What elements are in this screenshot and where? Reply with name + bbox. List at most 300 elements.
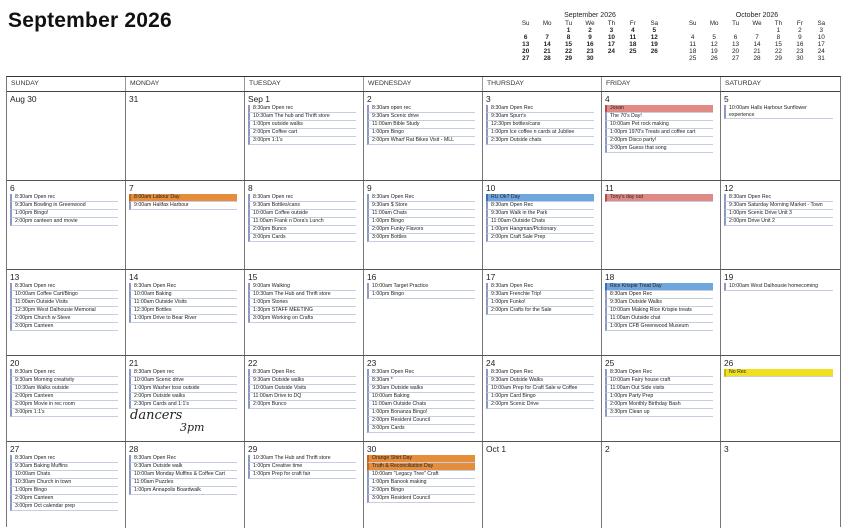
event-item[interactable]: 3:00pm Cards [367,425,475,433]
event-item[interactable]: 10:00am West Dalhousie homecoming [724,283,833,291]
event-item[interactable]: 10:00am Halls Harbour Sunflower experience [724,105,833,119]
mini-calendar-week [682,34,832,41]
mini-date[interactable]: 1 [776,27,781,34]
event-item[interactable]: 9:30am Outside walks [248,377,356,385]
event-item[interactable]: 2:00pm Scenic Drive [486,401,594,409]
mini-date[interactable]: 17 [607,41,615,48]
event-item[interactable]: 11:00am Outside chat [605,315,713,323]
day-number: 31 [129,94,139,104]
event-item[interactable]: 1:00pm Ice coffee n cards at Jubilee [486,129,594,137]
event-item[interactable]: 1:00pm Creative time [248,463,356,471]
mini-weekday: Su [521,20,530,27]
day-cell[interactable] [483,181,602,269]
mini-date[interactable]: 29 [565,55,573,62]
event-item[interactable]: 9:30am Baking Muffins [10,463,118,471]
event-item[interactable]: 9:30am Scenic drive [367,113,475,121]
event-item[interactable]: 2:00pm Movie in rec room [10,401,118,409]
mini-date[interactable]: 14 [753,41,761,48]
day-cell[interactable] [602,181,721,269]
event-item[interactable]: 1:00pm Stories [248,299,356,307]
mini-weekday: Mo [542,20,552,27]
event-item[interactable]: 8:30am Open Rec [248,369,356,377]
mini-date[interactable]: 9 [588,34,592,41]
event-item[interactable]: 11:00am Bible Study [367,121,475,129]
highlight-event[interactable]: No Rec [724,369,833,377]
event-item[interactable]: 8:30am * [367,377,475,385]
event-item[interactable]: 1:00pm Scenic Drive Unit 3 [724,210,833,218]
day-cell[interactable] [483,270,602,355]
mini-weekday: Sa [817,20,826,27]
event-item[interactable]: 8:30am Open Rec [367,194,475,202]
mini-date[interactable]: 22 [774,48,782,55]
event-item[interactable]: 8:30am Open rec [129,369,237,377]
mini-date[interactable]: 25 [629,48,637,55]
event-item[interactable]: 8:30am Open Rec [486,369,594,377]
day-cell[interactable] [7,92,126,180]
mini-date[interactable]: 30 [586,55,594,62]
event-item[interactable]: 1:00pm Prep for craft fair [248,471,356,479]
mini-date[interactable]: 15 [774,41,782,48]
mini-date[interactable] [601,55,622,62]
mini-date[interactable]: 30 [796,55,804,62]
day-number: 21 [129,358,139,368]
event-item[interactable]: 10:30am The hub and Thrift store [248,113,356,121]
day-cell[interactable] [245,356,364,441]
event-item[interactable]: 8:30am Open Rec [605,369,713,377]
event-item[interactable]: 8:30am Open rec [248,105,356,113]
day-cell[interactable] [721,181,840,269]
event-item[interactable]: 1:00pm Washer toss outside [129,385,237,393]
weekday-header: WEDNESDAY [364,77,483,91]
event-item[interactable]: 10:00am Making Rice Krispie treats [605,307,713,315]
event-item[interactable]: 1:00pm outside walks [248,121,356,129]
day-number: 7 [129,183,134,193]
event-item[interactable]: 10:00am Pet rock making [605,121,713,129]
event-item[interactable]: 2:00pm Bunco [248,226,356,234]
event-item[interactable]: 2:00pm Crafts for the Sale [486,307,594,315]
event-item[interactable]: 10:00am Coffee outside [248,210,356,218]
event-item[interactable]: 10:00am Chats [10,471,118,479]
event-item[interactable]: 3:00pm Oct calendar prep [10,503,118,511]
mini-date[interactable]: 29 [774,55,782,62]
mini-weekday: Mo [709,20,719,27]
mini-date[interactable]: 20 [732,48,740,55]
event-item[interactable]: 3:00pm Bottles [367,234,475,242]
day-number: 19 [724,272,734,282]
event-item[interactable]: 9:30am Outside walk [129,463,237,471]
day-cell[interactable] [245,92,364,180]
mini-date[interactable]: 5 [712,34,716,41]
mini-date[interactable]: 16 [796,41,804,48]
mini-calendar-week [515,48,665,55]
day-cell[interactable] [245,442,364,528]
day-cell[interactable] [7,270,126,355]
mini-date[interactable]: 21 [753,48,761,55]
mini-date[interactable]: 19 [710,48,718,55]
event-item[interactable]: 11:00am Chats [367,210,475,218]
mini-date[interactable]: 20 [522,48,530,55]
mini-date[interactable] [536,27,557,34]
mini-date[interactable] [622,55,643,62]
mini-date[interactable]: 2 [798,27,802,34]
event-item[interactable]: 1:00pm Bingo [367,129,475,137]
event-item[interactable]: 1:00pm CFB Greenwood Museum [605,323,713,331]
mini-date[interactable]: 4 [631,27,635,34]
mini-calendar-week [515,55,665,62]
event-item[interactable]: 3:00pm 1:1's [10,409,118,417]
handwritten-time: 3pm [180,421,205,434]
event-item[interactable]: 8:30am Open Rec [724,194,833,202]
mini-date[interactable] [703,27,724,34]
mini-date[interactable]: 12 [710,41,718,48]
event-item[interactable]: 12:30pm West Dalhousie Memorial [10,307,118,315]
event-item[interactable]: 10:00am Monday Muffins & Coffee Cart [129,471,237,479]
event-item[interactable]: 3:00pm Working on Crafts [248,315,356,323]
event-item[interactable]: 11:00am Outside Chats [367,401,475,409]
event-item[interactable]: 2:00pm Craft Sale Prep [486,234,594,242]
day-number: 24 [486,358,496,368]
event-item[interactable]: 1:00pm Funko! [486,299,594,307]
highlight-event[interactable]: 8:00am Labour Day [129,194,237,202]
mini-weekday: We [585,20,595,27]
day-number: 12 [724,183,734,193]
day-cell[interactable] [126,181,245,269]
event-item[interactable]: 10:30am Church in town [10,479,118,487]
day-number: 3 [724,444,729,454]
event-item[interactable]: 10:00am Baking [129,291,237,299]
mini-date[interactable]: 6 [733,34,738,41]
day-cell[interactable] [7,356,126,441]
mini-date[interactable]: 3 [609,27,614,34]
mini-date[interactable]: 24 [607,48,615,55]
event-item[interactable]: 10:00am Outside Visits [248,385,356,393]
day-number: 18 [605,272,615,282]
event-item[interactable]: 1:00pm Bonanza Bingo! [367,409,475,417]
event-item[interactable]: 9:30am Saturday Morning Market - Town [724,202,833,210]
mini-date[interactable]: 18 [689,48,697,55]
event-item[interactable]: 2:00pm Disco party! [605,137,713,145]
event-item[interactable]: 11:00am Drive to DQ [248,393,356,401]
event-item[interactable]: 1:00pm Bingo [10,487,118,495]
mini-date[interactable]: 24 [817,48,825,55]
event-item[interactable]: 2:00pm Drive Unit 2 [724,218,833,226]
day-cell[interactable] [483,442,602,528]
day-cell[interactable] [602,270,721,355]
handwritten-word: dancers [130,408,183,423]
weekday-header: FRIDAY [602,77,721,91]
event-item[interactable]: 2:00pm Canteen [10,495,118,503]
event-item[interactable]: 11:00am Puzzles [129,479,237,487]
event-item[interactable]: 10:00am Baking [367,393,475,401]
day-cell[interactable] [602,92,721,180]
day-cell[interactable] [126,356,245,441]
mini-date[interactable]: 26 [710,55,718,62]
day-number: 16 [367,272,377,282]
mini-weekday: Fr [796,20,803,27]
event-item[interactable]: 9:30am $ Store [367,202,475,210]
day-cell[interactable] [245,181,364,269]
event-item[interactable]: 8:30am open rec [367,105,475,113]
mini-date[interactable]: 21 [543,48,551,55]
event-item[interactable]: 9:00am Halifax Harbour [129,202,237,210]
event-item[interactable]: 9:30am Bowling in Greenwood [10,202,118,210]
day-number: 10 [486,183,496,193]
mini-date[interactable]: 25 [689,55,697,62]
mini-calendar-week [515,27,665,34]
day-number: 15 [248,272,258,282]
mini-date[interactable]: 12 [650,34,658,41]
mini-calendar-title: September 2026 [564,12,616,19]
event-item[interactable]: 2:00pm Funky Flavors [367,226,475,234]
event-item[interactable]: 9:30am Outside walks [367,385,475,393]
event-item[interactable]: 8:30am Open rec [10,283,118,291]
event-item[interactable]: 8:30am Open Rec [129,455,237,463]
event-item[interactable]: 1:00pm Banook making [367,479,475,487]
day-number: 2 [605,444,610,454]
event-item[interactable]: 3:00pm Resident Council [367,495,475,503]
event-item[interactable]: 1:00pm 1970's Treats and coffee cart [605,129,713,137]
event-item[interactable]: 8:30am Open rec [10,455,118,463]
event-item[interactable]: 2:00pm Bingo [367,487,475,495]
mini-date[interactable]: 10 [607,34,615,41]
mini-date[interactable] [725,27,746,34]
event-item[interactable]: 10:30am Walks outside [10,385,118,393]
event-item[interactable]: The 70's Day! [605,113,713,121]
weekday-header: TUESDAY [245,77,364,91]
mini-calendar-week [682,27,832,34]
mini-calendar-september [515,12,665,62]
mini-date[interactable]: 28 [543,55,551,62]
day-cell[interactable] [602,442,721,528]
day-cell[interactable] [126,270,245,355]
day-number: 20 [10,358,20,368]
day-number: 11 [605,183,614,193]
event-item[interactable]: 1:00pm Drive to Bear River [129,315,237,323]
event-item[interactable]: 2:00pm Resident Council [367,417,475,425]
mini-date[interactable]: 7 [545,34,549,41]
event-item[interactable]: 11:00am Outside Visits [129,299,237,307]
event-item[interactable]: 8:30am Open Rec [486,105,594,113]
event-item[interactable]: 2:00pm Church w Steve [10,315,118,323]
mini-date[interactable]: 23 [586,48,594,55]
day-cell[interactable] [483,92,602,180]
highlight-event[interactable]: Josan [605,105,713,113]
day-cell[interactable] [602,356,721,441]
mini-date[interactable]: 11 [689,41,697,48]
mini-date[interactable]: 8 [776,34,781,41]
day-cell[interactable] [483,356,602,441]
day-cell[interactable] [721,356,840,441]
mini-date[interactable]: 22 [565,48,573,55]
event-item[interactable]: 1:00pm Annapolis Boardwalk [129,487,237,495]
day-number: Aug 30 [10,94,37,104]
mini-date[interactable]: 9 [798,34,802,41]
mini-date[interactable]: 3 [819,27,824,34]
event-item[interactable]: 2:00pm Coffee cart [248,129,356,137]
mini-date[interactable]: 27 [522,55,530,62]
event-item[interactable]: 1:00pm Bingo! [10,210,118,218]
day-number: 5 [724,94,729,104]
mini-date[interactable]: 26 [650,48,658,55]
highlight-event[interactable]: Rice Krispie Treat Day [605,283,713,291]
mini-date[interactable]: 13 [522,41,530,48]
mini-date[interactable] [644,55,665,62]
day-cell[interactable] [126,92,245,180]
day-cell[interactable] [7,442,126,528]
mini-calendar-week [682,55,832,62]
day-cell[interactable] [126,442,245,528]
event-item[interactable]: 8:30am Open Rec [486,202,594,210]
mini-calendar-week [682,48,832,55]
mini-calendar-week [682,41,832,48]
event-item[interactable]: 8:30am Open Rec [486,283,594,291]
highlight-event[interactable]: RU Ok? Day [486,194,594,202]
mini-date[interactable]: 5 [652,27,657,34]
day-cell[interactable] [245,270,364,355]
event-item[interactable]: 2:00pm Bunco [248,401,356,409]
day-number: 13 [10,272,20,282]
highlight-event[interactable]: Orange Shirt Day [367,455,475,463]
event-item[interactable]: 10:30am The Hub and Thrift store [248,455,356,463]
day-cell[interactable] [721,442,840,528]
event-item[interactable]: 3:30pm Clean up [605,409,713,417]
page-title: September 2026 [8,9,172,32]
event-item[interactable]: 2:00pm Monthly Birthday Bash [605,401,713,409]
mini-date[interactable]: 17 [817,41,825,48]
event-item[interactable]: 9:30am Morning creativity [10,377,118,385]
mini-date[interactable] [746,27,767,34]
mini-weekday: Sa [650,20,659,27]
mini-date[interactable]: 15 [565,41,573,48]
event-item[interactable]: 8:30am Open Rec [129,283,237,291]
event-item[interactable]: 3:00pm Cards [248,234,356,242]
mini-date[interactable] [682,27,703,34]
mini-date[interactable]: 1 [566,27,571,34]
month-grid [6,76,841,527]
event-item[interactable]: 9:30am Frenchie Trip! [486,291,594,299]
mini-date[interactable]: 6 [523,34,528,41]
day-number: 23 [367,358,377,368]
event-item[interactable]: 8:30am Open rec [248,194,356,202]
event-item[interactable]: 10:00am Prep for Craft Sale w Coffee [486,385,594,393]
event-item[interactable]: 9:30am Spurr's [486,113,594,121]
mini-date[interactable] [515,27,536,34]
event-item[interactable]: 8:30am Open Rec [367,369,475,377]
event-item[interactable]: 3:00pm 1:1's [248,137,356,145]
event-item[interactable]: 3:00pm Guess that song [605,145,713,153]
day-cell[interactable] [721,270,840,355]
day-cell[interactable] [364,270,483,355]
highlight-event[interactable]: Tony's day out [605,194,713,202]
day-number: Sep 1 [248,94,270,104]
event-item[interactable]: 1:30pm STAFF MEETING [248,307,356,315]
event-item[interactable]: 2:00pm canteen and movie [10,218,118,226]
day-number: 3 [486,94,491,104]
day-number: 22 [248,358,258,368]
event-item[interactable]: 10:00am Target Practice [367,283,475,291]
event-item[interactable]: 2:30pm Cards and 1:1's [129,401,237,409]
event-item[interactable]: 11:00am Out Side visits [605,385,713,393]
event-item[interactable]: 9:30am Bottles/cans [248,202,356,210]
event-item[interactable]: 10:00am Coffee Cart/Bingo [10,291,118,299]
mini-date[interactable]: 19 [650,41,658,48]
mini-date[interactable]: 16 [586,41,594,48]
event-item[interactable]: 10:00am Scenic drive [129,377,237,385]
event-item[interactable]: 3:00pm Canteen [10,323,118,331]
event-item[interactable]: 12:30pm bottles/cans [486,121,594,129]
mini-date[interactable]: 8 [566,34,571,41]
event-item[interactable]: 2:00pm Canteen [10,393,118,401]
day-cell[interactable] [364,356,483,441]
weekday-header: SUNDAY [7,77,126,91]
event-item[interactable]: 9:30am Outside Walks [486,377,594,385]
mini-date[interactable]: 14 [543,41,551,48]
event-item[interactable]: 8:30am Open Rec [605,291,713,299]
mini-date[interactable]: 2 [588,27,592,34]
mini-calendar-weekdays [515,20,665,27]
mini-date[interactable]: 4 [690,34,695,41]
mini-date[interactable]: 31 [817,55,825,62]
event-item[interactable]: 1:00pm Card Bingo [486,393,594,401]
event-item[interactable]: 9:30am Outside Walks [605,299,713,307]
day-number: 14 [129,272,139,282]
event-item[interactable]: 1:00pm Party Prep [605,393,713,401]
day-number: 25 [605,358,615,368]
mini-date[interactable]: 7 [755,34,759,41]
event-item[interactable]: 9:00am Walking [248,283,356,291]
event-item[interactable]: 2:30pm Outside chats [486,137,594,145]
event-item[interactable]: 9:30am Walk in the Park [486,210,594,218]
event-item[interactable]: 2:00pm Outside walks [129,393,237,401]
event-item[interactable]: 10:30am The Hub and Thrift store [248,291,356,299]
event-item[interactable]: 1:00pm Hangman/Pictionary [486,226,594,234]
mini-date[interactable]: 23 [796,48,804,55]
mini-date[interactable]: 11 [629,34,637,41]
event-item[interactable]: 12:30pm Bottles [129,307,237,315]
day-cell[interactable] [364,181,483,269]
mini-calendar-weekdays [682,20,832,27]
event-item[interactable]: 10:00am "Legacy Tree" Craft [367,471,475,479]
day-cell[interactable] [364,92,483,180]
week-row [7,356,840,442]
mini-weekday: Su [688,20,697,27]
event-item[interactable]: 10:00am Fairy house craft [605,377,713,385]
day-cell[interactable] [721,92,840,180]
mini-calendar-october [682,12,832,62]
event-item[interactable]: 1:00pm Bingo [367,218,475,226]
mini-date[interactable]: 10 [817,34,825,41]
mini-date[interactable]: 18 [629,41,637,48]
highlight-event[interactable]: Truth & Reconciliation Day [367,463,475,471]
day-cell[interactable] [7,181,126,269]
event-item[interactable]: 8:30am Open rec [10,369,118,377]
event-item[interactable]: 11:00am Outside Chats [486,218,594,226]
event-item[interactable]: 11:00am Frank n Dora's Lunch [248,218,356,226]
mini-date[interactable]: 13 [732,41,740,48]
day-cell[interactable] [364,442,483,528]
event-item[interactable]: 1:00pm Bingo [367,291,475,299]
mini-date[interactable]: 28 [753,55,761,62]
event-item[interactable]: 11:00am Outside Visits [10,299,118,307]
week-row [7,92,840,181]
event-item[interactable]: 8:30am Open rec [10,194,118,202]
event-item[interactable]: 2:00pm Wharf Rat Bikes Visit - MLL [367,137,475,145]
day-number: 28 [129,444,139,454]
mini-weekday: We [752,20,762,27]
day-number: 29 [248,444,258,454]
weekday-header: MONDAY [126,77,245,91]
mini-date[interactable]: 27 [732,55,740,62]
